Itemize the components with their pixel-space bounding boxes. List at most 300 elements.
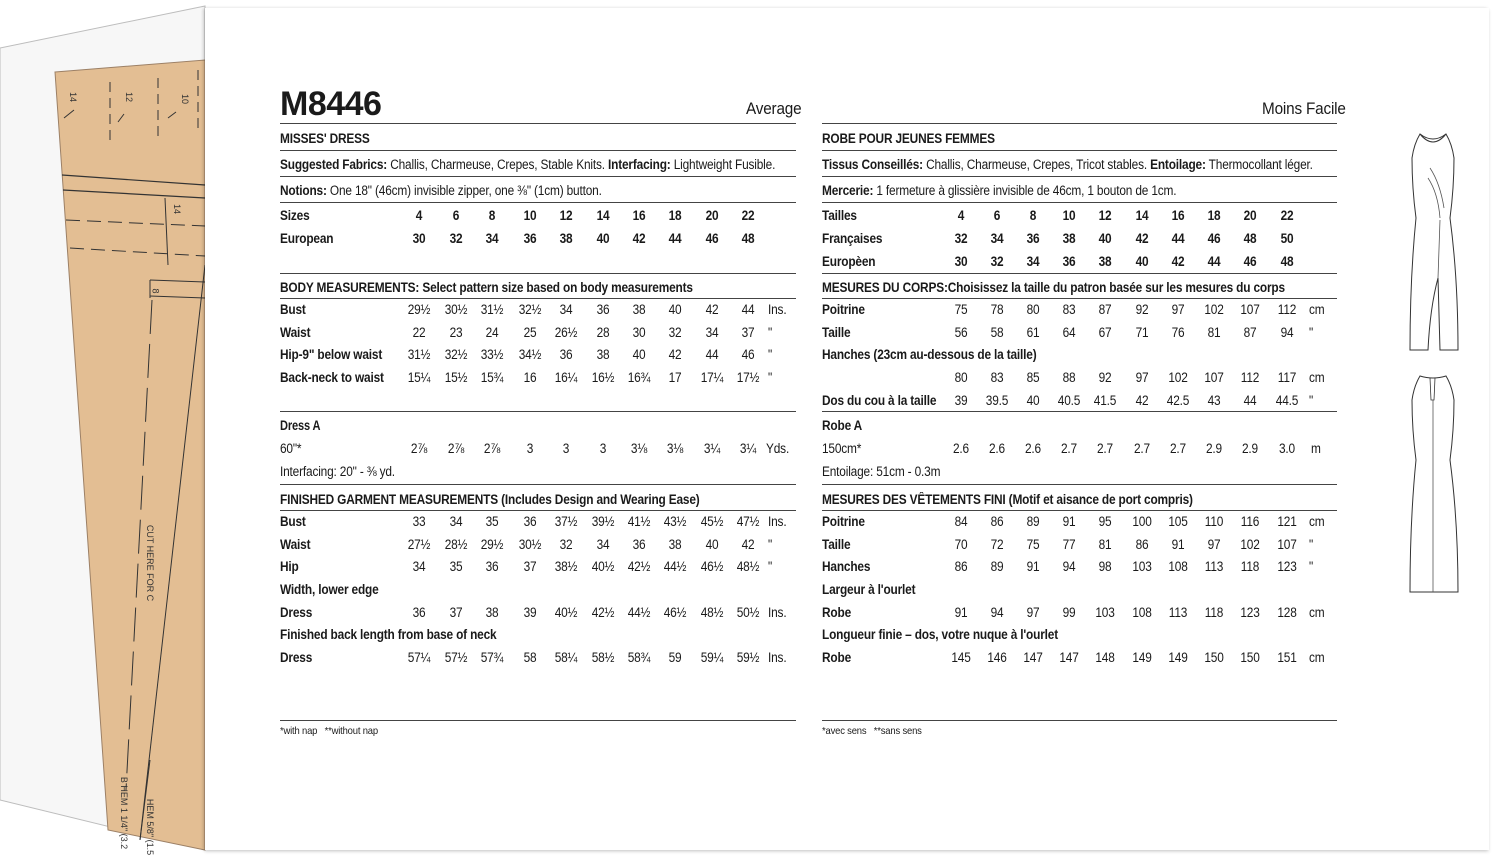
- table-cell: 46: [1207, 231, 1221, 246]
- row-label: Hip-9" below waist: [280, 347, 383, 362]
- row-label: Dress: [280, 650, 313, 665]
- table-cell: 3¼: [703, 441, 721, 456]
- table-cell: 44.5: [1275, 393, 1299, 408]
- table-cell: 87: [1098, 302, 1112, 317]
- table-cell: 3⅛: [666, 441, 684, 456]
- back-length-label-fr: Longueur finie – dos, votre nuque à l'ourlet: [822, 627, 1059, 642]
- table-cell: 29½: [480, 537, 504, 552]
- table-cell: 39: [523, 605, 537, 620]
- table-cell: 70: [954, 537, 968, 552]
- table-cell: 42: [705, 302, 719, 317]
- table-cell: 15½: [444, 370, 468, 385]
- row-label: Europèen: [822, 254, 876, 269]
- table-cell: 44½: [627, 605, 651, 620]
- table-cell: 149: [1168, 650, 1188, 665]
- row-label: Taille: [822, 537, 851, 552]
- row-label: Poitrine: [822, 302, 865, 317]
- table-cell: 91: [1171, 537, 1185, 552]
- row-label: European: [280, 231, 334, 246]
- table-cell: 72: [990, 537, 1004, 552]
- table-cell: 34: [449, 514, 463, 529]
- table-cell: 32½: [518, 302, 542, 317]
- table-cell: 147: [1059, 650, 1079, 665]
- table-cell: 121: [1277, 514, 1297, 529]
- footnote: *with nap **without nap: [280, 725, 378, 737]
- table-cell: 30: [954, 254, 968, 269]
- table-cell: 16¾: [627, 370, 651, 385]
- divider: [822, 484, 1337, 485]
- divider: [280, 411, 796, 412]
- divider: [822, 176, 1337, 177]
- unit-label: ": [768, 370, 773, 385]
- table-cell: 107: [1204, 370, 1224, 385]
- table-cell: 40: [1098, 231, 1112, 246]
- table-cell: 45½: [700, 514, 724, 529]
- table-cell: 4: [957, 208, 965, 223]
- difficulty-level-fr: Moins Facile: [1262, 99, 1346, 118]
- table-cell: 32½: [444, 347, 468, 362]
- table-cell: 2.9: [1242, 441, 1258, 456]
- table-cell: 112: [1277, 302, 1297, 317]
- table-cell: 77: [1062, 537, 1076, 552]
- table-cell: 146: [987, 650, 1007, 665]
- table-cell: 100: [1132, 514, 1152, 529]
- footnote-fr: *avec sens **sans sens: [822, 725, 922, 737]
- divider: [280, 484, 796, 485]
- table-cell: 47½: [736, 514, 760, 529]
- table-cell: 42½: [627, 559, 651, 574]
- unit-label: ": [768, 559, 773, 574]
- table-cell: 42: [1171, 254, 1185, 269]
- table-cell: 30½: [444, 302, 468, 317]
- table-cell: 123: [1277, 559, 1297, 574]
- dress-back-illustration: [1400, 370, 1470, 598]
- unit-label: ": [1309, 393, 1314, 408]
- table-cell: 36: [559, 347, 573, 362]
- table-cell: 46: [1243, 254, 1257, 269]
- table-cell: 56: [954, 325, 968, 340]
- table-cell: 42: [668, 347, 682, 362]
- fabrics-line-fr: Tissus Conseillés: Challis, Charmeuse, Crepes, Tricot stables. Entoilage: Thermocollant léger.: [822, 157, 1313, 172]
- table-cell: 15¼: [407, 370, 431, 385]
- table-cell: 17¼: [700, 370, 724, 385]
- table-cell: 14: [1135, 208, 1149, 223]
- table-cell: 32: [449, 231, 463, 246]
- table-cell: 41.5: [1093, 393, 1117, 408]
- fabrics-line: Suggested Fabrics: Challis, Charmeuse, Crepes, Stable Knits. Interfacing: Lightweight Fusible.: [280, 157, 776, 172]
- table-cell: 50: [1280, 231, 1294, 246]
- divider: [280, 202, 796, 203]
- table-cell: 57¾: [480, 650, 504, 665]
- unit-label: ": [1309, 325, 1314, 340]
- table-cell: 38½: [554, 559, 578, 574]
- table-cell: 148: [1095, 650, 1115, 665]
- table-cell: 81: [1098, 537, 1112, 552]
- table-cell: 12: [559, 208, 573, 223]
- table-cell: 88: [1062, 370, 1076, 385]
- tissue-size-label: 10: [180, 93, 191, 105]
- unit-label: ": [1309, 559, 1314, 574]
- difficulty-level: Average: [746, 99, 802, 118]
- table-cell: 46: [705, 231, 719, 246]
- table-cell: 46½: [663, 605, 687, 620]
- table-cell: 2.6: [1025, 441, 1041, 456]
- unit-label: cm: [1309, 650, 1325, 665]
- table-cell: 50½: [736, 605, 760, 620]
- table-cell: 95: [1098, 514, 1112, 529]
- table-cell: 27½: [407, 537, 431, 552]
- table-cell: 14: [596, 208, 610, 223]
- table-cell: 36: [523, 231, 537, 246]
- table-cell: 107: [1240, 302, 1260, 317]
- table-cell: 17½: [736, 370, 760, 385]
- table-cell: 34: [485, 231, 499, 246]
- table-cell: 12: [1098, 208, 1112, 223]
- table-cell: 31½: [480, 302, 504, 317]
- table-cell: 80: [1026, 302, 1040, 317]
- table-cell: 38: [668, 537, 682, 552]
- table-cell: 40.5: [1057, 393, 1081, 408]
- unit-label: ": [768, 537, 773, 552]
- table-cell: 24: [485, 325, 499, 340]
- table-cell: 75: [1026, 537, 1040, 552]
- divider: [822, 150, 1337, 151]
- table-cell: 64: [1062, 325, 1076, 340]
- dress-front-illustration: [1400, 128, 1470, 356]
- interfacing-yardage-fr: Entoilage: 51cm - 0.3m: [822, 464, 941, 479]
- table-cell: 48: [741, 231, 755, 246]
- interfacing-yardage: Interfacing: 20" - ⅜ yd.: [280, 464, 395, 479]
- table-cell: 57½: [444, 650, 468, 665]
- row-label: Tailles: [822, 208, 857, 223]
- table-cell: 87: [1243, 325, 1257, 340]
- table-cell: 43: [1207, 393, 1221, 408]
- table-cell: 118: [1240, 559, 1260, 574]
- table-cell: 2⅞: [447, 441, 465, 456]
- table-cell: 150: [1240, 650, 1260, 665]
- hip-label-fr: Hanches (23cm au-dessous de la taille): [822, 347, 1037, 362]
- divider: [280, 273, 796, 274]
- tissue-hem-label: B HEM 1 1/4" (3.2: [119, 776, 130, 850]
- table-cell: 58¾: [627, 650, 651, 665]
- width-lower-edge-label-fr: Largeur à l'ourlet: [822, 582, 916, 597]
- row-label: Bust: [280, 514, 306, 529]
- table-cell: 99: [1062, 605, 1076, 620]
- table-cell: 44: [1171, 231, 1185, 246]
- table-cell: 102: [1204, 302, 1224, 317]
- table-cell: 18: [668, 208, 682, 223]
- table-cell: 33: [412, 514, 426, 529]
- table-cell: 42½: [591, 605, 615, 620]
- table-cell: 3: [526, 441, 534, 456]
- tissue-hem-label: HEM 5/8" (1.5: [145, 798, 156, 856]
- row-label: Bust: [280, 302, 306, 317]
- table-cell: 26½: [554, 325, 578, 340]
- tissue-size-label: 14: [68, 91, 79, 103]
- table-cell: 2.7: [1134, 441, 1150, 456]
- table-cell: 91: [1026, 559, 1040, 574]
- table-cell: 89: [1026, 514, 1040, 529]
- table-cell: 28: [596, 325, 610, 340]
- table-cell: 3: [599, 441, 607, 456]
- table-cell: 59: [668, 650, 682, 665]
- divider: [822, 720, 1337, 721]
- table-cell: 35: [449, 559, 463, 574]
- row-label: Robe: [822, 605, 851, 620]
- row-label: Waist: [280, 325, 311, 340]
- table-cell: 37: [741, 325, 755, 340]
- table-cell: 2⅞: [483, 441, 501, 456]
- dress-label: Dress A: [280, 418, 321, 433]
- unit-label: Ins.: [768, 302, 787, 317]
- table-cell: 30: [632, 325, 646, 340]
- table-cell: 42.5: [1166, 393, 1190, 408]
- table-cell: 84: [954, 514, 968, 529]
- table-cell: 151: [1277, 650, 1297, 665]
- table-cell: 44: [1207, 254, 1221, 269]
- table-cell: 102: [1240, 537, 1260, 552]
- divider: [280, 298, 796, 299]
- table-cell: 40: [705, 537, 719, 552]
- table-cell: 83: [990, 370, 1004, 385]
- table-cell: 34: [990, 231, 1004, 246]
- table-cell: 76: [1171, 325, 1185, 340]
- notions-line-fr: Mercerie: 1 fermeture à glissière invisible de 46cm, 1 bouton de 1cm.: [822, 183, 1177, 198]
- table-cell: 42: [632, 231, 646, 246]
- table-cell: 22: [1280, 208, 1294, 223]
- table-cell: 40: [632, 347, 646, 362]
- table-cell: 32: [990, 254, 1004, 269]
- table-cell: 113: [1204, 559, 1224, 574]
- table-cell: 40: [596, 231, 610, 246]
- body-measurements-heading: BODY MEASUREMENTS: Select pattern size based on body measurements: [280, 280, 693, 295]
- table-cell: 38: [1062, 231, 1076, 246]
- table-cell: 117: [1277, 370, 1297, 385]
- divider: [822, 510, 1337, 511]
- unit-label: cm: [1309, 514, 1325, 529]
- table-cell: 18: [1207, 208, 1221, 223]
- row-label: Hanches: [822, 559, 871, 574]
- table-cell: 42: [1135, 231, 1149, 246]
- table-cell: 2.9: [1206, 441, 1222, 456]
- row-label: Poitrine: [822, 514, 865, 529]
- table-cell: 36: [412, 605, 426, 620]
- table-cell: 20: [705, 208, 719, 223]
- table-cell: 38: [596, 347, 610, 362]
- unit-label: cm: [1309, 605, 1325, 620]
- table-cell: 59¼: [700, 650, 724, 665]
- table-cell: 58: [990, 325, 1004, 340]
- table-cell: 16: [1171, 208, 1185, 223]
- table-cell: 59½: [736, 650, 760, 665]
- table-cell: 44: [741, 302, 755, 317]
- dress-label-fr: Robe A: [822, 418, 863, 433]
- table-cell: 20: [1243, 208, 1257, 223]
- table-cell: 34: [559, 302, 573, 317]
- table-cell: 39½: [591, 514, 615, 529]
- table-cell: 30: [412, 231, 426, 246]
- table-cell: 36: [596, 302, 610, 317]
- row-label: Back-neck to waist: [280, 370, 384, 385]
- table-cell: 17: [668, 370, 682, 385]
- table-cell: 107: [1277, 537, 1297, 552]
- divider: [280, 150, 796, 151]
- table-cell: 4: [415, 208, 423, 223]
- table-cell: 6: [993, 208, 1001, 223]
- table-cell: 41½: [627, 514, 651, 529]
- table-cell: 32: [668, 325, 682, 340]
- table-cell: 92: [1098, 370, 1112, 385]
- row-label: Françaises: [822, 231, 883, 246]
- unit-label: ": [768, 347, 773, 362]
- body-measurements-heading-fr: MESURES DU CORPS:Choisissez la taille du patron basée sur les mesures du corps: [822, 280, 1285, 295]
- table-cell: 110: [1204, 514, 1224, 529]
- table-cell: 3: [562, 441, 570, 456]
- table-cell: 89: [990, 559, 1004, 574]
- table-cell: 92: [1135, 302, 1149, 317]
- table-cell: 85: [1026, 370, 1040, 385]
- row-label: Sizes: [280, 208, 310, 223]
- table-cell: 102: [1168, 370, 1188, 385]
- divider: [822, 202, 1337, 203]
- table-cell: 25: [523, 325, 537, 340]
- unit-label: ": [768, 325, 773, 340]
- table-cell: 2⅞: [410, 441, 428, 456]
- table-cell: 6: [452, 208, 460, 223]
- divider: [280, 720, 796, 721]
- divider: [280, 123, 796, 124]
- notions-line: Notions: One 18" (46cm) invisible zipper, one ⅜" (1cm) button.: [280, 183, 602, 198]
- table-cell: 58½: [591, 650, 615, 665]
- table-cell: 30½: [518, 537, 542, 552]
- table-cell: 34: [1026, 254, 1040, 269]
- table-cell: 86: [954, 559, 968, 574]
- row-label: Dress: [280, 605, 313, 620]
- table-cell: 2.6: [989, 441, 1005, 456]
- table-cell: 42: [741, 537, 755, 552]
- table-cell: 39.5: [985, 393, 1009, 408]
- table-cell: 71: [1135, 325, 1149, 340]
- table-cell: 15¾: [480, 370, 504, 385]
- table-cell: 149: [1132, 650, 1152, 665]
- table-cell: 38: [485, 605, 499, 620]
- table-cell: 22: [412, 325, 426, 340]
- divider: [822, 411, 1337, 412]
- table-cell: 116: [1240, 514, 1260, 529]
- table-cell: 34: [596, 537, 610, 552]
- table-cell: 37: [523, 559, 537, 574]
- back-length-label: Finished back length from base of neck: [280, 627, 497, 642]
- table-cell: 34: [412, 559, 426, 574]
- width-lower-edge-label: Width, lower edge: [280, 582, 379, 597]
- table-cell: 48½: [700, 605, 724, 620]
- table-cell: 32: [559, 537, 573, 552]
- row-label: Robe: [822, 650, 851, 665]
- table-cell: 147: [1023, 650, 1043, 665]
- table-cell: 37: [449, 605, 463, 620]
- table-cell: 16¼: [554, 370, 578, 385]
- table-cell: 40½: [554, 605, 578, 620]
- table-cell: 58¼: [554, 650, 578, 665]
- table-cell: 46½: [700, 559, 724, 574]
- table-cell: 67: [1098, 325, 1112, 340]
- table-cell: 98: [1098, 559, 1112, 574]
- table-cell: 36: [523, 514, 537, 529]
- row-label: Taille: [822, 325, 851, 340]
- table-cell: 94: [1062, 559, 1076, 574]
- table-cell: 32: [954, 231, 968, 246]
- table-cell: 40: [1026, 393, 1040, 408]
- table-cell: 105: [1168, 514, 1188, 529]
- table-cell: 112: [1240, 370, 1260, 385]
- table-cell: 36: [632, 537, 646, 552]
- table-cell: 16½: [591, 370, 615, 385]
- unit-label: Yds.: [766, 441, 790, 456]
- finished-measurements-heading: FINISHED GARMENT MEASUREMENTS (Includes Design and Wearing Ease): [280, 492, 700, 507]
- table-cell: 42: [1135, 393, 1149, 408]
- table-cell: 94: [990, 605, 1004, 620]
- table-cell: 2.6: [953, 441, 969, 456]
- row-label: Waist: [280, 537, 311, 552]
- table-cell: 43½: [663, 514, 687, 529]
- table-cell: 108: [1168, 559, 1188, 574]
- unit-label: Ins.: [768, 514, 787, 529]
- table-cell: 22: [741, 208, 755, 223]
- table-cell: 48: [1280, 254, 1294, 269]
- table-cell: 23: [449, 325, 463, 340]
- unit-label: ": [1309, 537, 1314, 552]
- table-cell: 145: [951, 650, 971, 665]
- divider: [822, 298, 1337, 299]
- row-label: Dos du cou à la taille: [822, 393, 937, 408]
- table-cell: 38: [632, 302, 646, 317]
- table-cell: 36: [485, 559, 499, 574]
- tissue-size-label: 12: [124, 91, 135, 103]
- table-cell: 40½: [591, 559, 615, 574]
- table-cell: 2.7: [1061, 441, 1077, 456]
- unit-label: m: [1311, 441, 1321, 456]
- pattern-number: M8446: [280, 85, 382, 123]
- table-cell: 118: [1204, 605, 1224, 620]
- table-cell: 150: [1204, 650, 1224, 665]
- table-cell: 78: [990, 302, 1004, 317]
- table-cell: 123: [1240, 605, 1260, 620]
- row-label: Hip: [280, 559, 299, 574]
- divider: [822, 273, 1337, 274]
- table-cell: 16: [523, 370, 537, 385]
- table-cell: 44: [705, 347, 719, 362]
- unit-label: Ins.: [768, 605, 787, 620]
- table-cell: 8: [488, 208, 496, 223]
- table-cell: 16: [632, 208, 646, 223]
- table-cell: 61: [1026, 325, 1040, 340]
- row-label: 150cm*: [822, 441, 862, 456]
- table-cell: 44½: [663, 559, 687, 574]
- table-cell: 34½: [518, 347, 542, 362]
- tissue-size-label: 14: [172, 203, 183, 215]
- table-cell: 81: [1207, 325, 1221, 340]
- table-cell: 31½: [407, 347, 431, 362]
- table-cell: 8: [1029, 208, 1037, 223]
- divider: [822, 123, 1337, 124]
- table-cell: 91: [1062, 514, 1076, 529]
- table-cell: 103: [1095, 605, 1115, 620]
- table-cell: 80: [954, 370, 968, 385]
- table-cell: 86: [990, 514, 1004, 529]
- table-cell: 38: [559, 231, 573, 246]
- table-cell: 86: [1135, 537, 1149, 552]
- table-cell: 28½: [444, 537, 468, 552]
